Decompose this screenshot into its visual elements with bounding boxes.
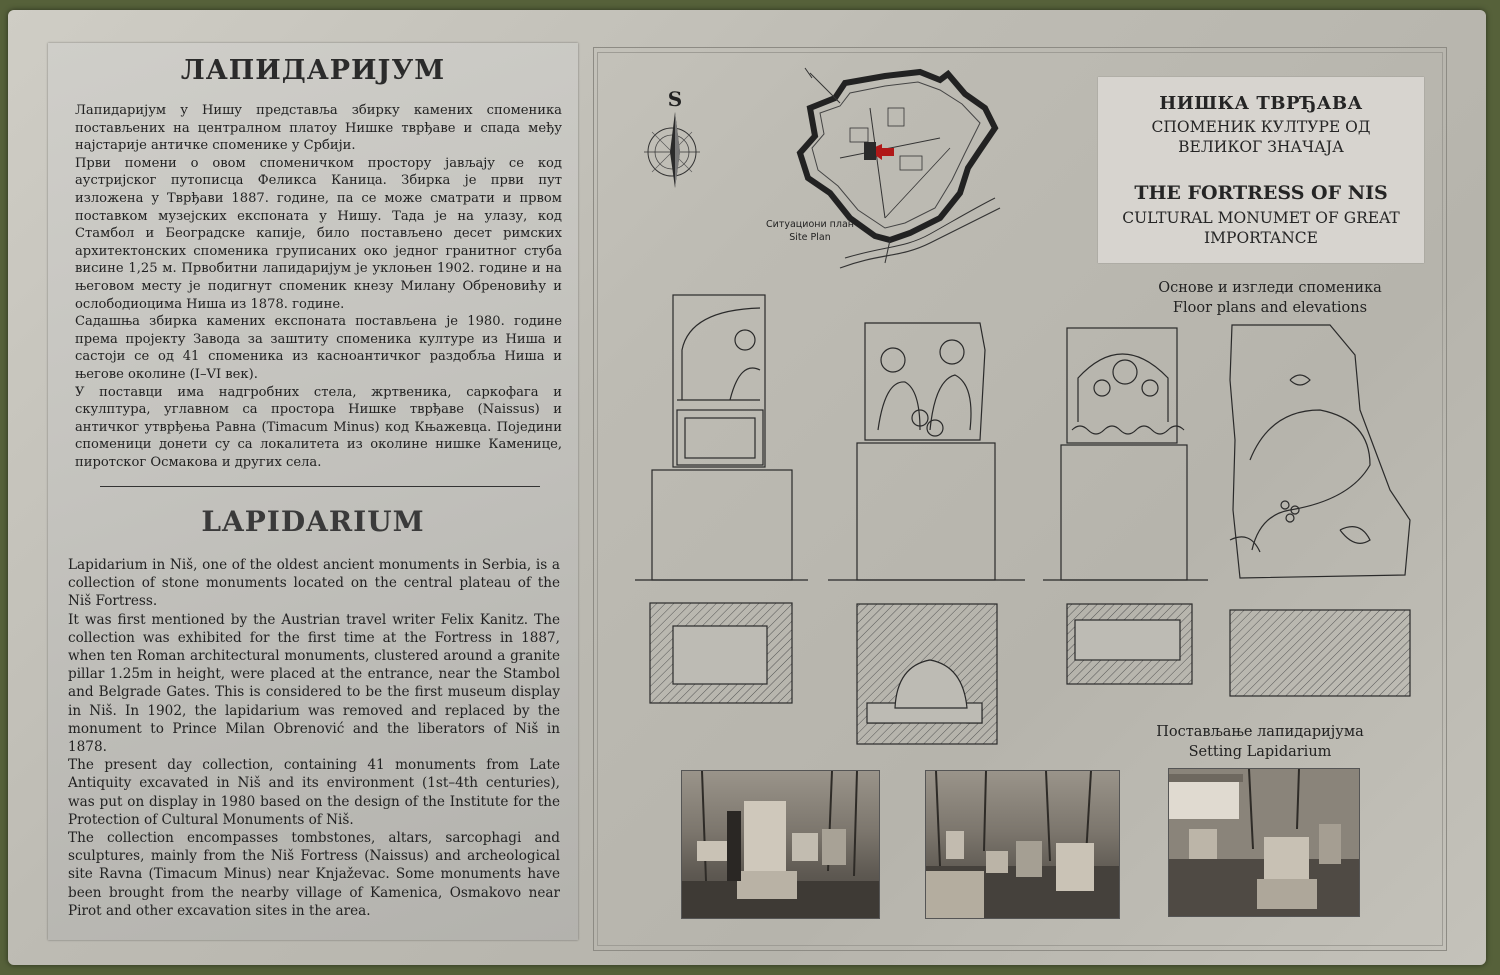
cyrillic-paragraph: Садашња збирка камених експоната постављена је 1980. године према пројекту Завода за заштиту споменика културе из Ниша и састоји се од 41 споменика из касноантичког раздобља Ниша и његове околине (I–VI век). [75,314,562,382]
floor-plan-4 [1230,610,1410,696]
cyrillic-paragraph: Лапидаријум у Нишу представља збирку камених споменика постављених на централном платоу Нишке тврђаве и спада међу најстарије античке споменике у Србији. [75,103,562,154]
monument-drawing-4 [1230,325,1410,578]
title-en: THE FORTRESS OF NIS [1134,182,1388,204]
monument-drawing-1 [635,295,808,580]
drawings-caption-sr: Основе и изгледи споменика [1158,280,1382,296]
title-box [1098,77,1424,263]
photos-caption [1110,722,1410,762]
subtitle-en [1098,208,1424,248]
historic-photo-1 [681,770,880,919]
subtitle-sr-line: СПОМЕНИК КУЛТУРЕ ОД [1151,118,1371,136]
subtitle-sr-line: ВЕЛИКОГ ЗНАЧАЈА [1178,138,1344,156]
latin-paragraph: Lapidarium in Niš, one of the oldest ancient monuments in Serbia, is a collection of stone monuments located on the central plateau of the Niš Fortress. [68,557,560,610]
compass-letter: S [667,87,683,111]
latin-paragraph: The present day collection, containing 41 monuments from Late Antiquity excavated in Niš and its environment (1st–4th centuries), was put on display in 1980 based on the design of the Institute for the Protection of Cultural Monuments of Niš. [68,757,560,828]
section-divider [100,486,540,487]
site-plan-caption-en: Site Plan [789,232,831,243]
monument-drawing-3 [1043,328,1208,580]
cyrillic-text [75,102,562,471]
monument-drawing-2 [828,323,1025,580]
text-panel [48,43,578,940]
subtitle-en-line: CULTURAL MONUMET OF GREAT [1122,209,1400,227]
historic-photo-3 [1168,768,1360,917]
cyrillic-heading: ЛАПИДАРИЈУМ [180,55,446,86]
latin-heading: LAPIDARIUM [201,505,425,538]
photos-caption-en: Setting Lapidarium [1188,744,1332,760]
latin-paragraph: The collection encompasses tombstones, altars, sarcophagi and sculptures, mainly from the Niš Fortress (Naissus) and archeological site Ravna (Timacum Minus) near Knjaževac. Some monuments have been brought from the nearby village of Kamenica, Osmakovo near Pirot and other excavation sites in the area. [68,830,560,919]
subtitle-sr [1098,117,1424,157]
photos-caption-sr: Постављање лапидаријума [1156,724,1364,740]
latin-text [68,556,560,920]
latin-paragraph: It was first mentioned by the Austrian travel writer Felix Kanitz. The collection was exhibited for the first time at the Fortress in 1887, when ten Roman architectural monuments, clustered around a granite pillar 1.25m in height, were placed at the entrance, near the Stambol and Belgrade Gates. This is considered to be the first museum display in Niš. In 1902, the lapidarium was removed and replaced by the monument to Prince Milan Obrenović and the liberators of Niš in 1878. [68,611,560,756]
subtitle-en-line: IMPORTANCE [1204,229,1318,247]
cyrillic-paragraph: У поставци има надгробних стела, жртвеника, саркофага и скулптура, углавном са простора Нишке тврђаве (Naissus) и античког утврђења Равна (Timacum Minus) код Књажевца. Поједини споменици донети су са локалитета из околине нишке Каменице, пиротског Осмакова и других села. [75,384,562,470]
monument-elevations [630,290,1430,590]
title-sr: НИШКА ТВРЂАВА [1159,93,1363,114]
historic-photo-2 [925,770,1120,919]
site-plan-caption-sr: Ситуациони план [766,219,854,230]
drawings-caption-en: Floor plans and elevations [1172,300,1368,316]
compass-icon [640,86,710,196]
site-plan-caption [745,218,875,244]
cyrillic-paragraph: Први помени о овом споменичком простору јављају се код аустријског путописца Феликса Каница. Збирка је први пут изложена у Тврђави 1887. године, па се може сматрати и првом поставком музејских експоната у Нишу. Тада је на улазу, код Стамбол и Београдске капије, било постављено десет римских архитектонских споменика груписаних око једног гранитног стуба висине 1,25 м. Првобитни лапидаријум је уклоњен 1902. године и на његовом месту је подигнут споменик кнезу Милану Обреновићу и ослободиоцима Ниша из 1878. године. [75,155,562,312]
